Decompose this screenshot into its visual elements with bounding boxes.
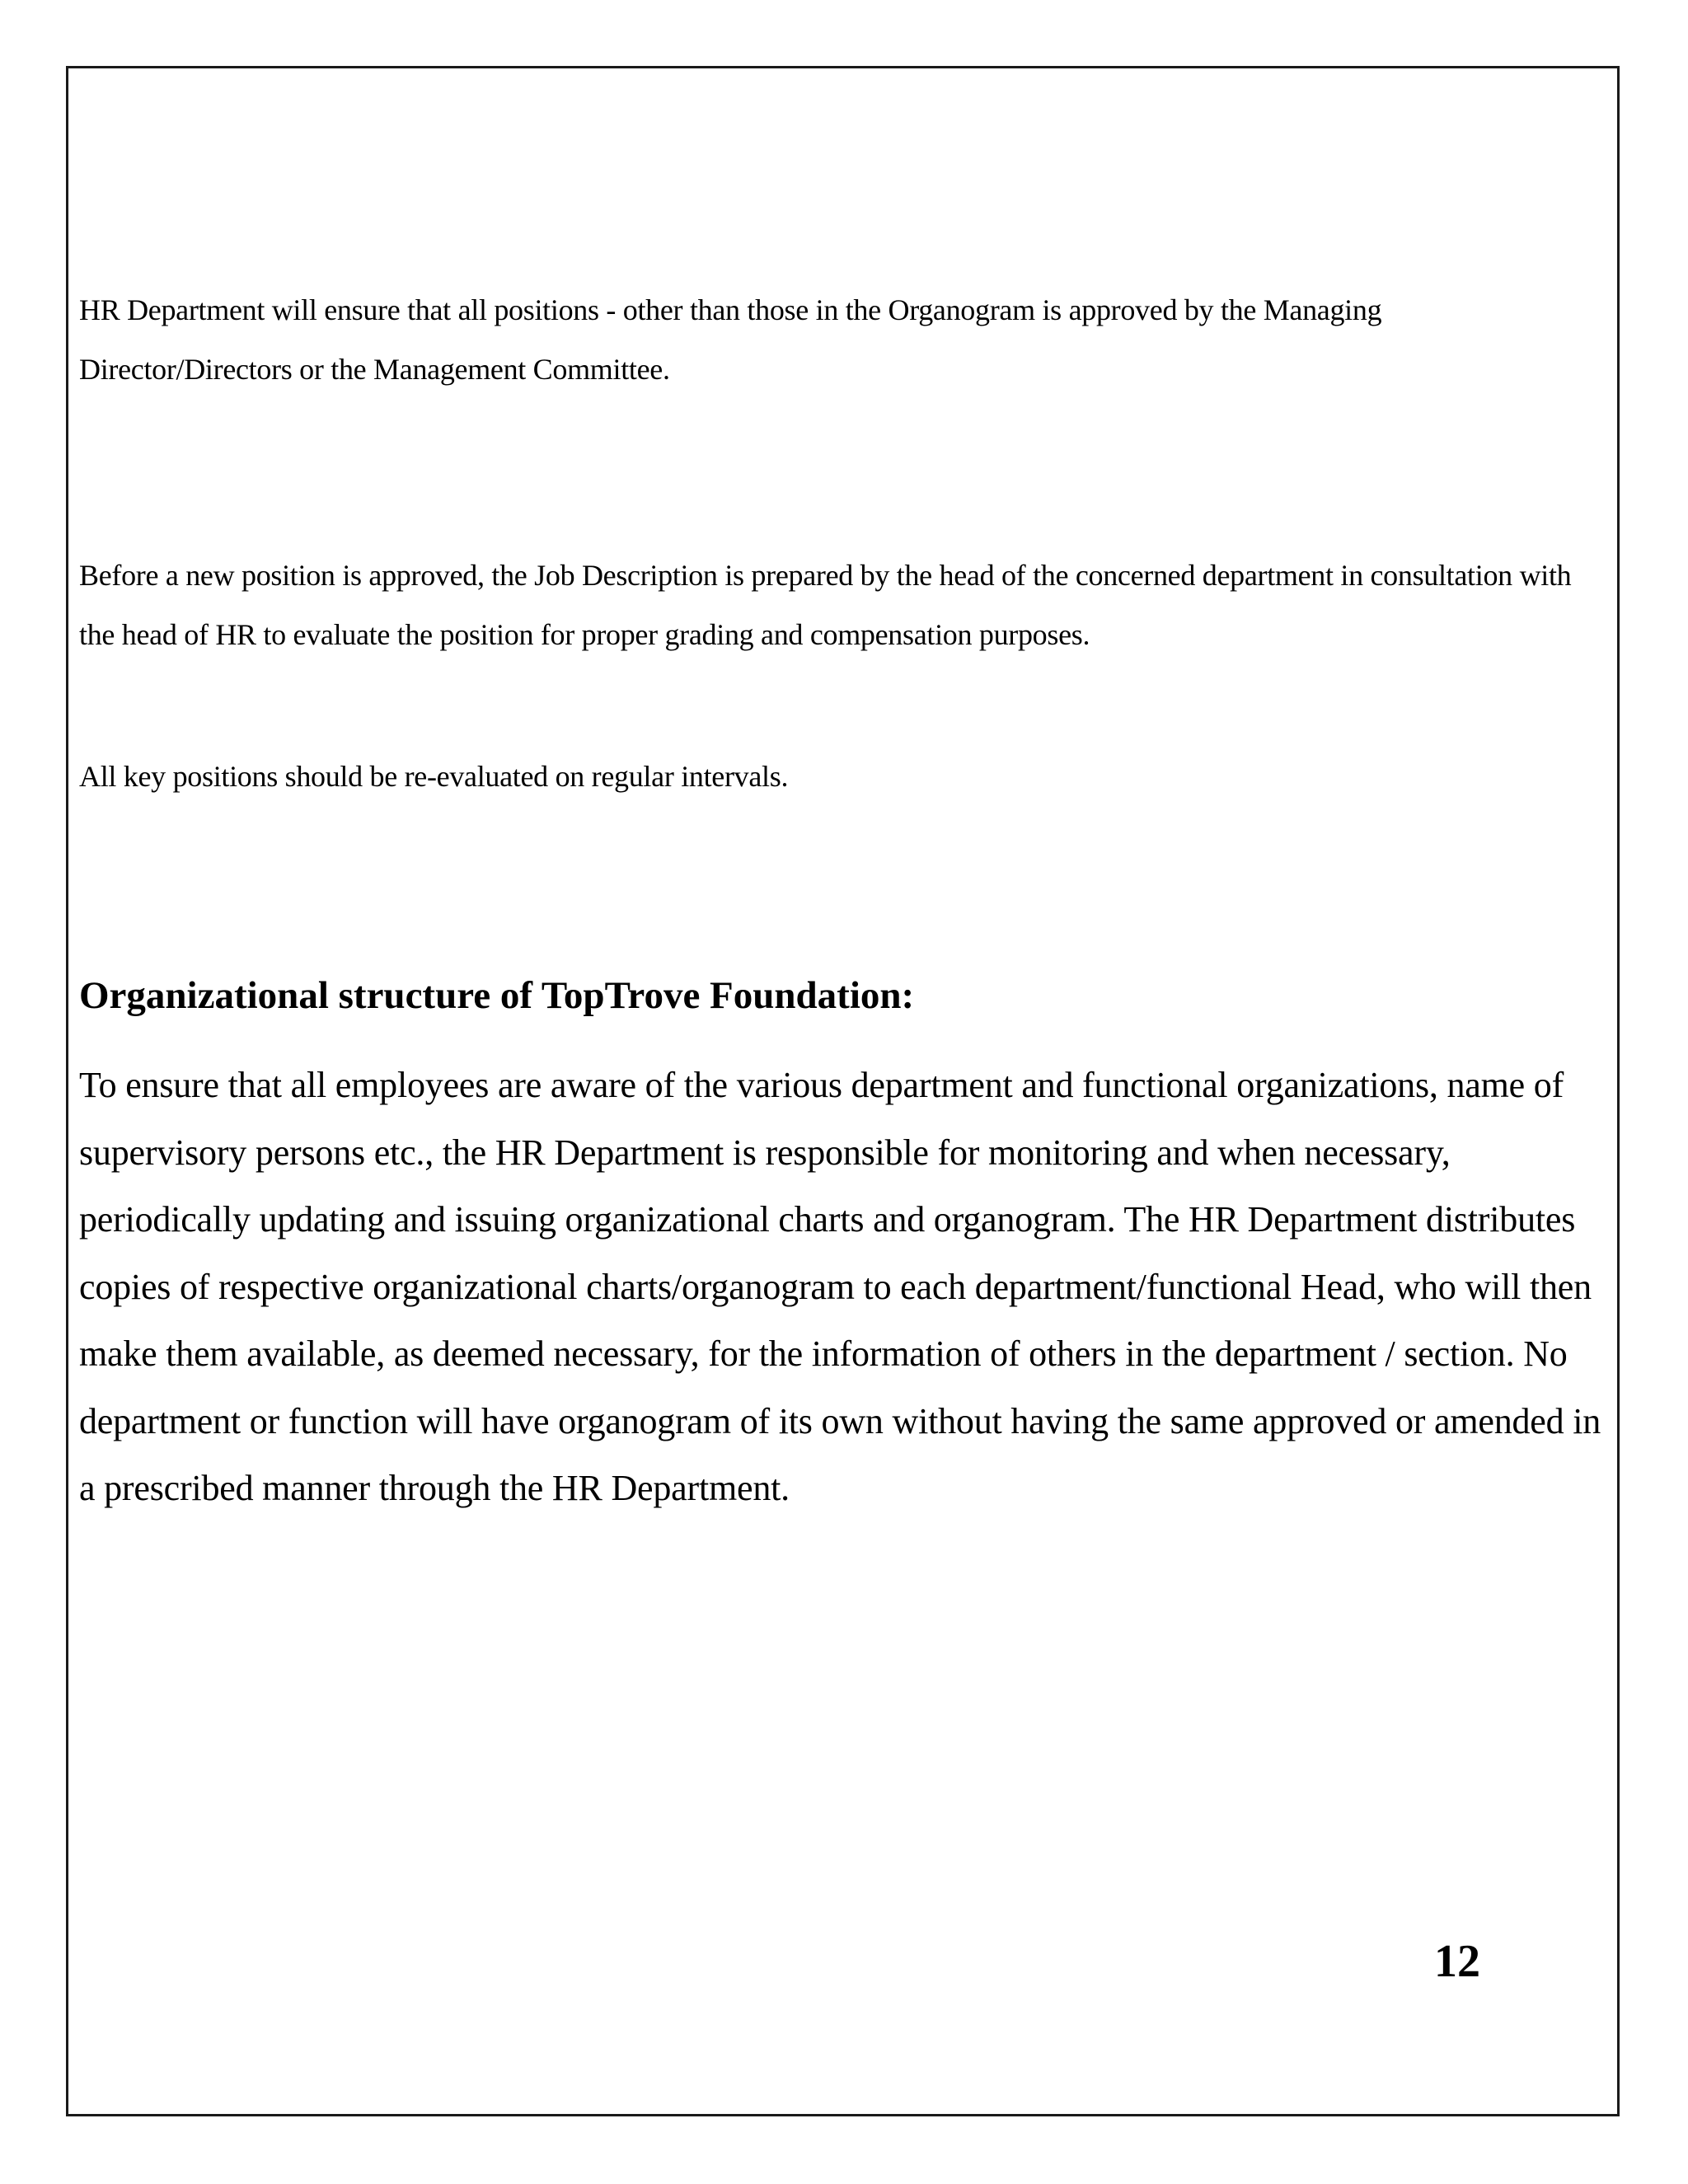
paragraph-key-positions: All key positions should be re-evaluated on regular intervals.: [79, 760, 789, 793]
section-heading: Organizational structure of TopTrove Foundation:: [79, 974, 915, 1017]
paragraph-position-approval: HR Department will ensure that all positions - other than those in the Organogram is approved by the Managing Director/Directors or the Management Committee.: [79, 293, 1382, 386]
section-body: To ensure that all employees are aware of the various department and functional organizations, name of supervisory persons etc., the HR Department is responsible for monitoring and when necessary, periodically updating and issuing organizational charts and organogram. The HR Department distributes copies of respective organizational charts/organogram to each department/functional Head, who will then make them available, as deemed necessary, for the information of others in the department / section. No department or function will have organogram of its own without having the same approved or amended in a prescribed manner through the HR Department.: [79, 1065, 1601, 1508]
page-number: 12: [1434, 1936, 1480, 1987]
paragraph-job-description: Before a new position is approved, the Job Description is prepared by the head of the concerned department in consultation with the head of HR to evaluate the position for proper grading and compensation purposes.: [79, 559, 1572, 651]
